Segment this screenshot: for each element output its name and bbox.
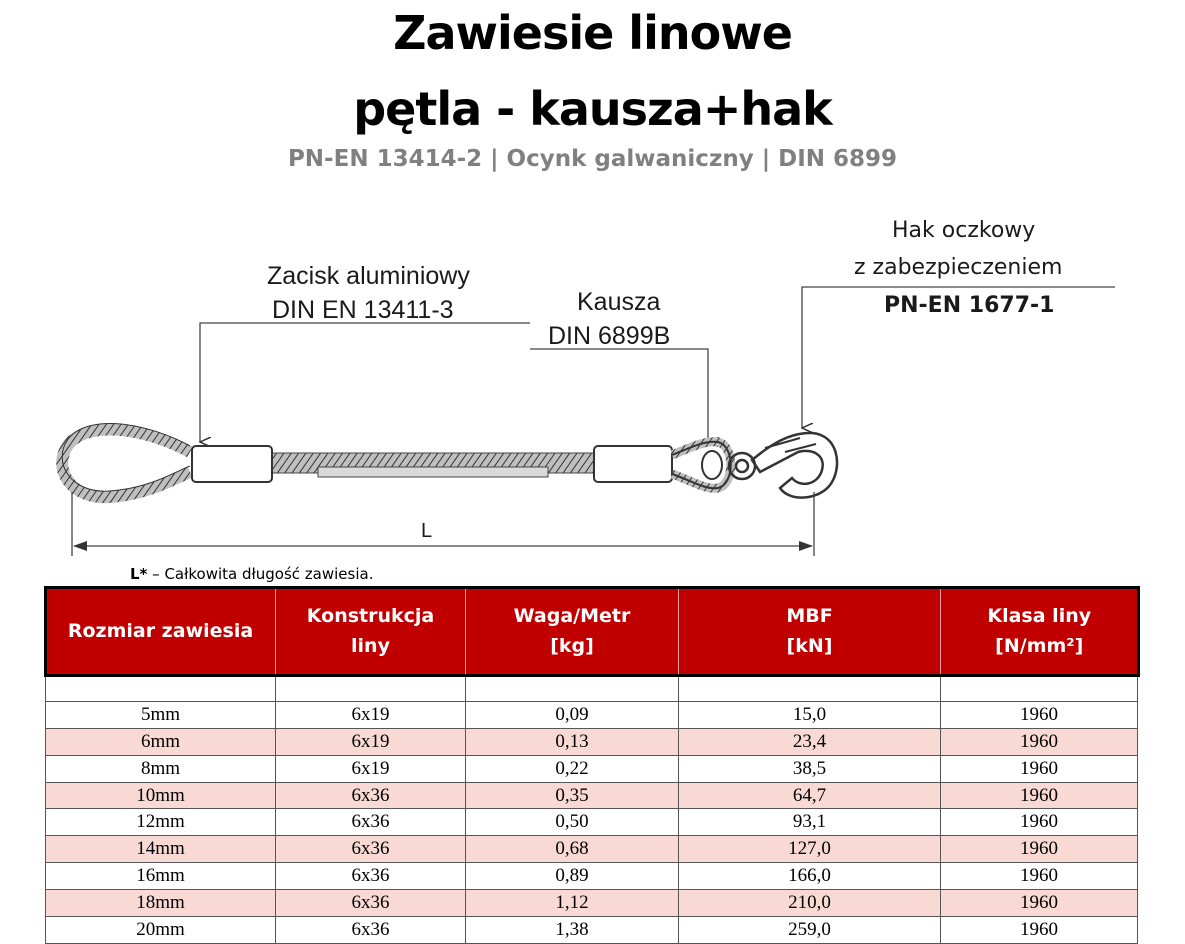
table-row [46, 755, 1138, 782]
table-cell: 210,0 [679, 890, 941, 917]
table-cell: 259,0 [679, 917, 941, 944]
column-header-1: Konstrukcja liny [276, 588, 466, 675]
table-cell: 0,68 [466, 836, 679, 863]
table-cell: 93,1 [679, 809, 941, 836]
table-cell: 6x36 [276, 809, 466, 836]
table-cell: 0,89 [466, 863, 679, 890]
table-cell: 16mm [46, 863, 276, 890]
thimble-label: Kausza [577, 288, 661, 316]
table-cell: 14mm [46, 836, 276, 863]
table-cell: 6x19 [276, 701, 466, 728]
table-row [46, 917, 1138, 944]
table-cell: 1960 [941, 809, 1138, 836]
table-header-row [46, 588, 1138, 675]
page-title: Zawiesie linowe [393, 6, 792, 60]
length-note [130, 565, 373, 583]
table-cell: 1960 [941, 755, 1138, 782]
table-cell: 1960 [941, 701, 1138, 728]
table-cell: 10mm [46, 782, 276, 809]
hook-label-line2: z zabezpieczeniem [854, 255, 1063, 280]
aluminium-clamp-left-icon [192, 446, 272, 482]
sling-spec-table [45, 588, 1138, 944]
table-cell: 6x36 [276, 782, 466, 809]
length-dimension [72, 492, 814, 556]
table-cell: 0,13 [466, 728, 679, 755]
table-cell: 127,0 [679, 836, 941, 863]
table-row [46, 863, 1138, 890]
table-cell: 0,22 [466, 755, 679, 782]
wire-rope-icon [272, 453, 594, 477]
clamp-label: Zacisk aluminiowy [267, 262, 470, 290]
thimble-standard-label: DIN 6899B [548, 322, 671, 350]
table-cell: 6x36 [276, 890, 466, 917]
clamp-leader-line [200, 323, 530, 442]
table-cell: 64,7 [679, 782, 941, 809]
column-header-4: Klasa liny [N/mm²] [941, 588, 1138, 675]
table-cell: 15,0 [679, 701, 941, 728]
table-row [46, 836, 1138, 863]
table-cell: 0,50 [466, 809, 679, 836]
table-cell: 8mm [46, 755, 276, 782]
table-row [46, 701, 1138, 728]
table-cell: 1960 [941, 863, 1138, 890]
table-cell: 6x36 [276, 836, 466, 863]
thimble-leader-line [530, 349, 708, 442]
table-cell: 12mm [46, 809, 276, 836]
table-cell: 6x19 [276, 755, 466, 782]
table-cell: 6x36 [276, 863, 466, 890]
table-cell: 5mm [46, 701, 276, 728]
clamp-standard-label: DIN EN 13411-3 [272, 296, 454, 324]
table-cell: 166,0 [679, 863, 941, 890]
eye-hook-icon [729, 433, 837, 498]
standards-subtitle: PN-EN 13414-2 | Ocynk galwaniczny | DIN 6899 [287, 146, 898, 172]
table-cell: 6x36 [276, 917, 466, 944]
column-header-3: MBF [kN] [679, 588, 941, 675]
table-cell: 20mm [46, 917, 276, 944]
table-cell: 1,38 [466, 917, 679, 944]
table-row [46, 809, 1138, 836]
table-cell: 0,09 [466, 701, 679, 728]
rope-loop-icon [62, 423, 190, 497]
table-cell: 1960 [941, 890, 1138, 917]
table-cell: 1960 [941, 836, 1138, 863]
hook-label: Hak oczkowy [892, 218, 1036, 243]
length-note-text: – Całkowita długość zawiesia. [147, 565, 374, 583]
hook-standard-label: PN-EN 1677-1 [884, 293, 1055, 318]
table-cell: 0,35 [466, 782, 679, 809]
column-header-0: Rozmiar zawiesia [46, 588, 276, 675]
table-cell: 18mm [46, 890, 276, 917]
table-cell: 38,5 [679, 755, 941, 782]
column-header-2: Waga/Metr [kg] [466, 588, 679, 675]
page-title-line2: pętla - kausza+hak [353, 82, 832, 136]
aluminium-clamp-right-icon [594, 446, 672, 482]
table-cell: 1960 [941, 728, 1138, 755]
table-cell: 23,4 [679, 728, 941, 755]
table-cell: 1960 [941, 917, 1138, 944]
table-row [46, 728, 1138, 755]
table-row [46, 890, 1138, 917]
table-cell: 6x19 [276, 728, 466, 755]
length-label: L [421, 520, 433, 542]
table-cell: 1,12 [466, 890, 679, 917]
table-body [46, 675, 1138, 944]
table-row [46, 782, 1138, 809]
table-cell: 1960 [941, 782, 1138, 809]
header-gap-row [46, 675, 1138, 702]
table-cell: 6mm [46, 728, 276, 755]
length-note-symbol: L* [130, 565, 148, 583]
thimble-icon [672, 442, 731, 489]
